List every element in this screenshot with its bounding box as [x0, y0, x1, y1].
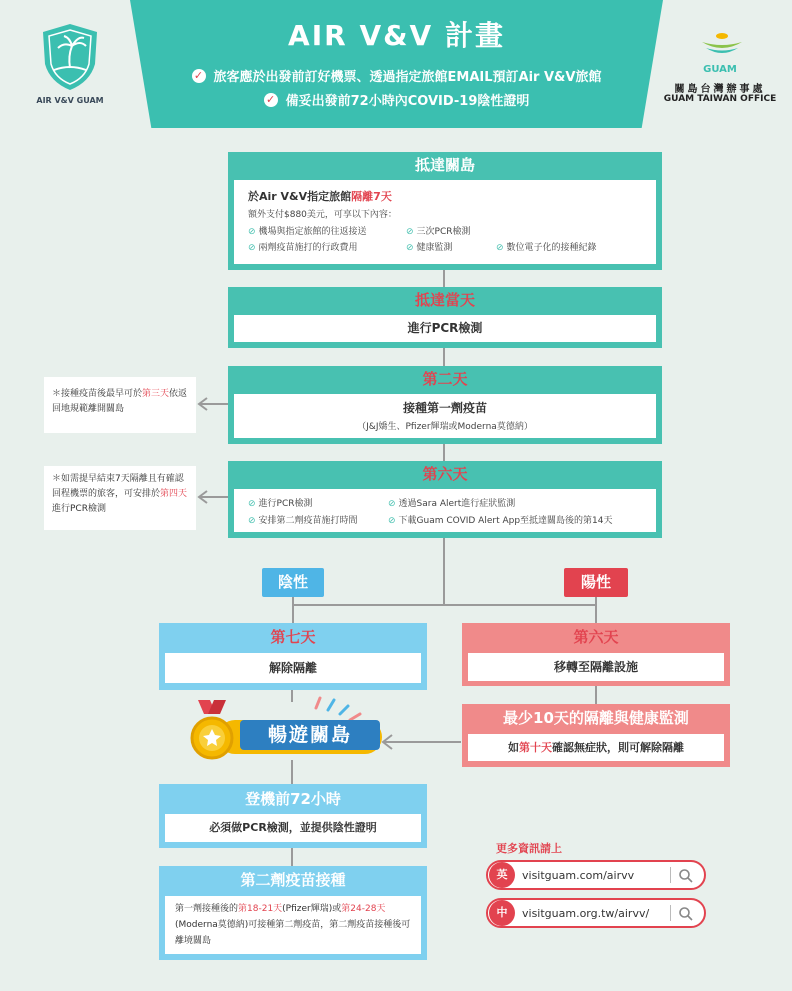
- more-info-label: 更多資訊請上: [496, 842, 562, 855]
- office-name-en: GUAM TAIWAN OFFICE: [663, 94, 777, 104]
- page-title: AIR V&V 計畫: [288, 19, 505, 52]
- tag-positive: 陽性: [564, 568, 628, 597]
- search-icon[interactable]: [678, 868, 694, 884]
- tag-negative: 陰性: [262, 568, 324, 597]
- link-url-en[interactable]: visitguam.com/airvv: [522, 869, 635, 882]
- search-icon[interactable]: [678, 906, 694, 922]
- check-icon: ⊘: [388, 516, 396, 526]
- step-day-arrival-body: 進行PCR檢測: [234, 315, 656, 342]
- office-name-cn: 關島台灣辦事處: [674, 84, 766, 95]
- lang-en-badge: 英: [489, 862, 515, 888]
- badge-enjoy-guam: 暢遊關島: [240, 720, 380, 750]
- lang-zh-badge: 中: [489, 900, 515, 926]
- list-item: ⊘ 進行PCR檢測: [248, 499, 313, 509]
- check-icon: ⊘: [248, 516, 256, 526]
- air-vv-shield-logo-icon: [40, 22, 100, 92]
- check-icon: ⊘: [248, 227, 256, 237]
- note-early-pcr: ＊如需提早結束7天隔離且有確認回程機票的旅客，可安排於第四天進行PCR檢測: [44, 466, 196, 530]
- step-day-two: [228, 366, 662, 444]
- step-negative-day-seven: 第七天 解除隔離: [159, 623, 427, 690]
- step-arrival-title: 抵達關島: [414, 156, 475, 174]
- step-positive-day-six: 第六天 移轉至隔離設施: [462, 623, 730, 686]
- step-second-dose: 第二劑疫苗接種 第一劑接種後的第18-21天(Pfizer輝瑞)或第24-28天(Moderna莫德納)可接種第二劑疫苗，第二劑疫苗接種後可離境關島: [159, 866, 427, 960]
- check-icon: ⊘: [406, 227, 414, 237]
- list-item: ⊘ 兩劑疫苗施打的行政費用: [248, 243, 358, 253]
- header-requirement-1: ✓ 旅客應於出發前訂好機票、透過指定旅館EMAIL預訂Air V&V旅館: [130, 66, 663, 85]
- step-positive-isolation: 最少10天的隔離與健康監測 如第十天確認無症狀，則可解除隔離: [462, 704, 730, 767]
- step-day-arrival-title: 抵達當天: [414, 291, 475, 309]
- step-day-six: [228, 461, 662, 538]
- note-early-departure: ＊接種疫苗後最早可於第三天依返回地規範離開關島: [44, 377, 196, 433]
- check-icon: ⊘: [388, 499, 396, 509]
- check-icon: ✓: [192, 69, 206, 83]
- step-before-flight: 登機前72小時 必須做PCR檢測，並提供陰性證明: [159, 784, 427, 848]
- link-url-zh[interactable]: visitguam.org.tw/airvv/: [522, 907, 650, 920]
- list-item: ⊘ 下載Guam COVID Alert App至抵達關島後的第14天: [388, 516, 613, 526]
- list-item: ⊘ 透過Sara Alert進行症狀監測: [388, 499, 516, 509]
- step-arrival-content: 於Air V&V指定旅館隔離7天 額外支付$880美元，可享以下內容： ⊘ 機場與指定旅館的往返接送 ⊘ 三次PCR檢測 ⊘ 兩劑疫苗施打的行政費用 ⊘ 健康監測 ⊘ 數位電子化的接種紀錄: [234, 180, 656, 264]
- step-day-six-title: 第六天: [422, 465, 468, 483]
- check-icon: ⊘: [496, 243, 504, 253]
- list-item: ⊘ 數位電子化的接種紀錄: [496, 243, 597, 253]
- check-icon: ⊘: [248, 243, 256, 253]
- list-item: ⊘ 機場與指定旅館的往返接送: [248, 227, 367, 237]
- step-day-arrival: [228, 287, 662, 348]
- step-day-two-content: 接種第一劑疫苗 （J&J嬌生、Pfizer輝瑞或Moderna莫德納）: [234, 394, 656, 438]
- link-english-site[interactable]: [486, 860, 706, 890]
- step-day-two-title: 第二天: [422, 370, 468, 388]
- air-vv-guam-logo-text: AIR V&V GUAM: [36, 96, 104, 105]
- list-item: ⊘ 健康監測: [406, 243, 453, 253]
- header-requirement-2: ✓ 備妥出發前72小時內COVID-19陰性證明: [130, 90, 663, 109]
- check-icon: ✓: [264, 93, 278, 107]
- list-item: ⊘ 三次PCR檢測: [406, 227, 471, 237]
- link-chinese-site[interactable]: [486, 898, 706, 928]
- step-arrival: [228, 152, 662, 270]
- guam-logo-text: GUAM: [703, 64, 737, 75]
- list-item: ⊘ 安排第二劑疫苗施打時間: [248, 516, 358, 526]
- guam-logo-icon: [696, 30, 748, 60]
- check-icon: ⊘: [248, 499, 256, 509]
- step-day-six-content: [234, 489, 656, 532]
- check-icon: ⊘: [406, 243, 414, 253]
